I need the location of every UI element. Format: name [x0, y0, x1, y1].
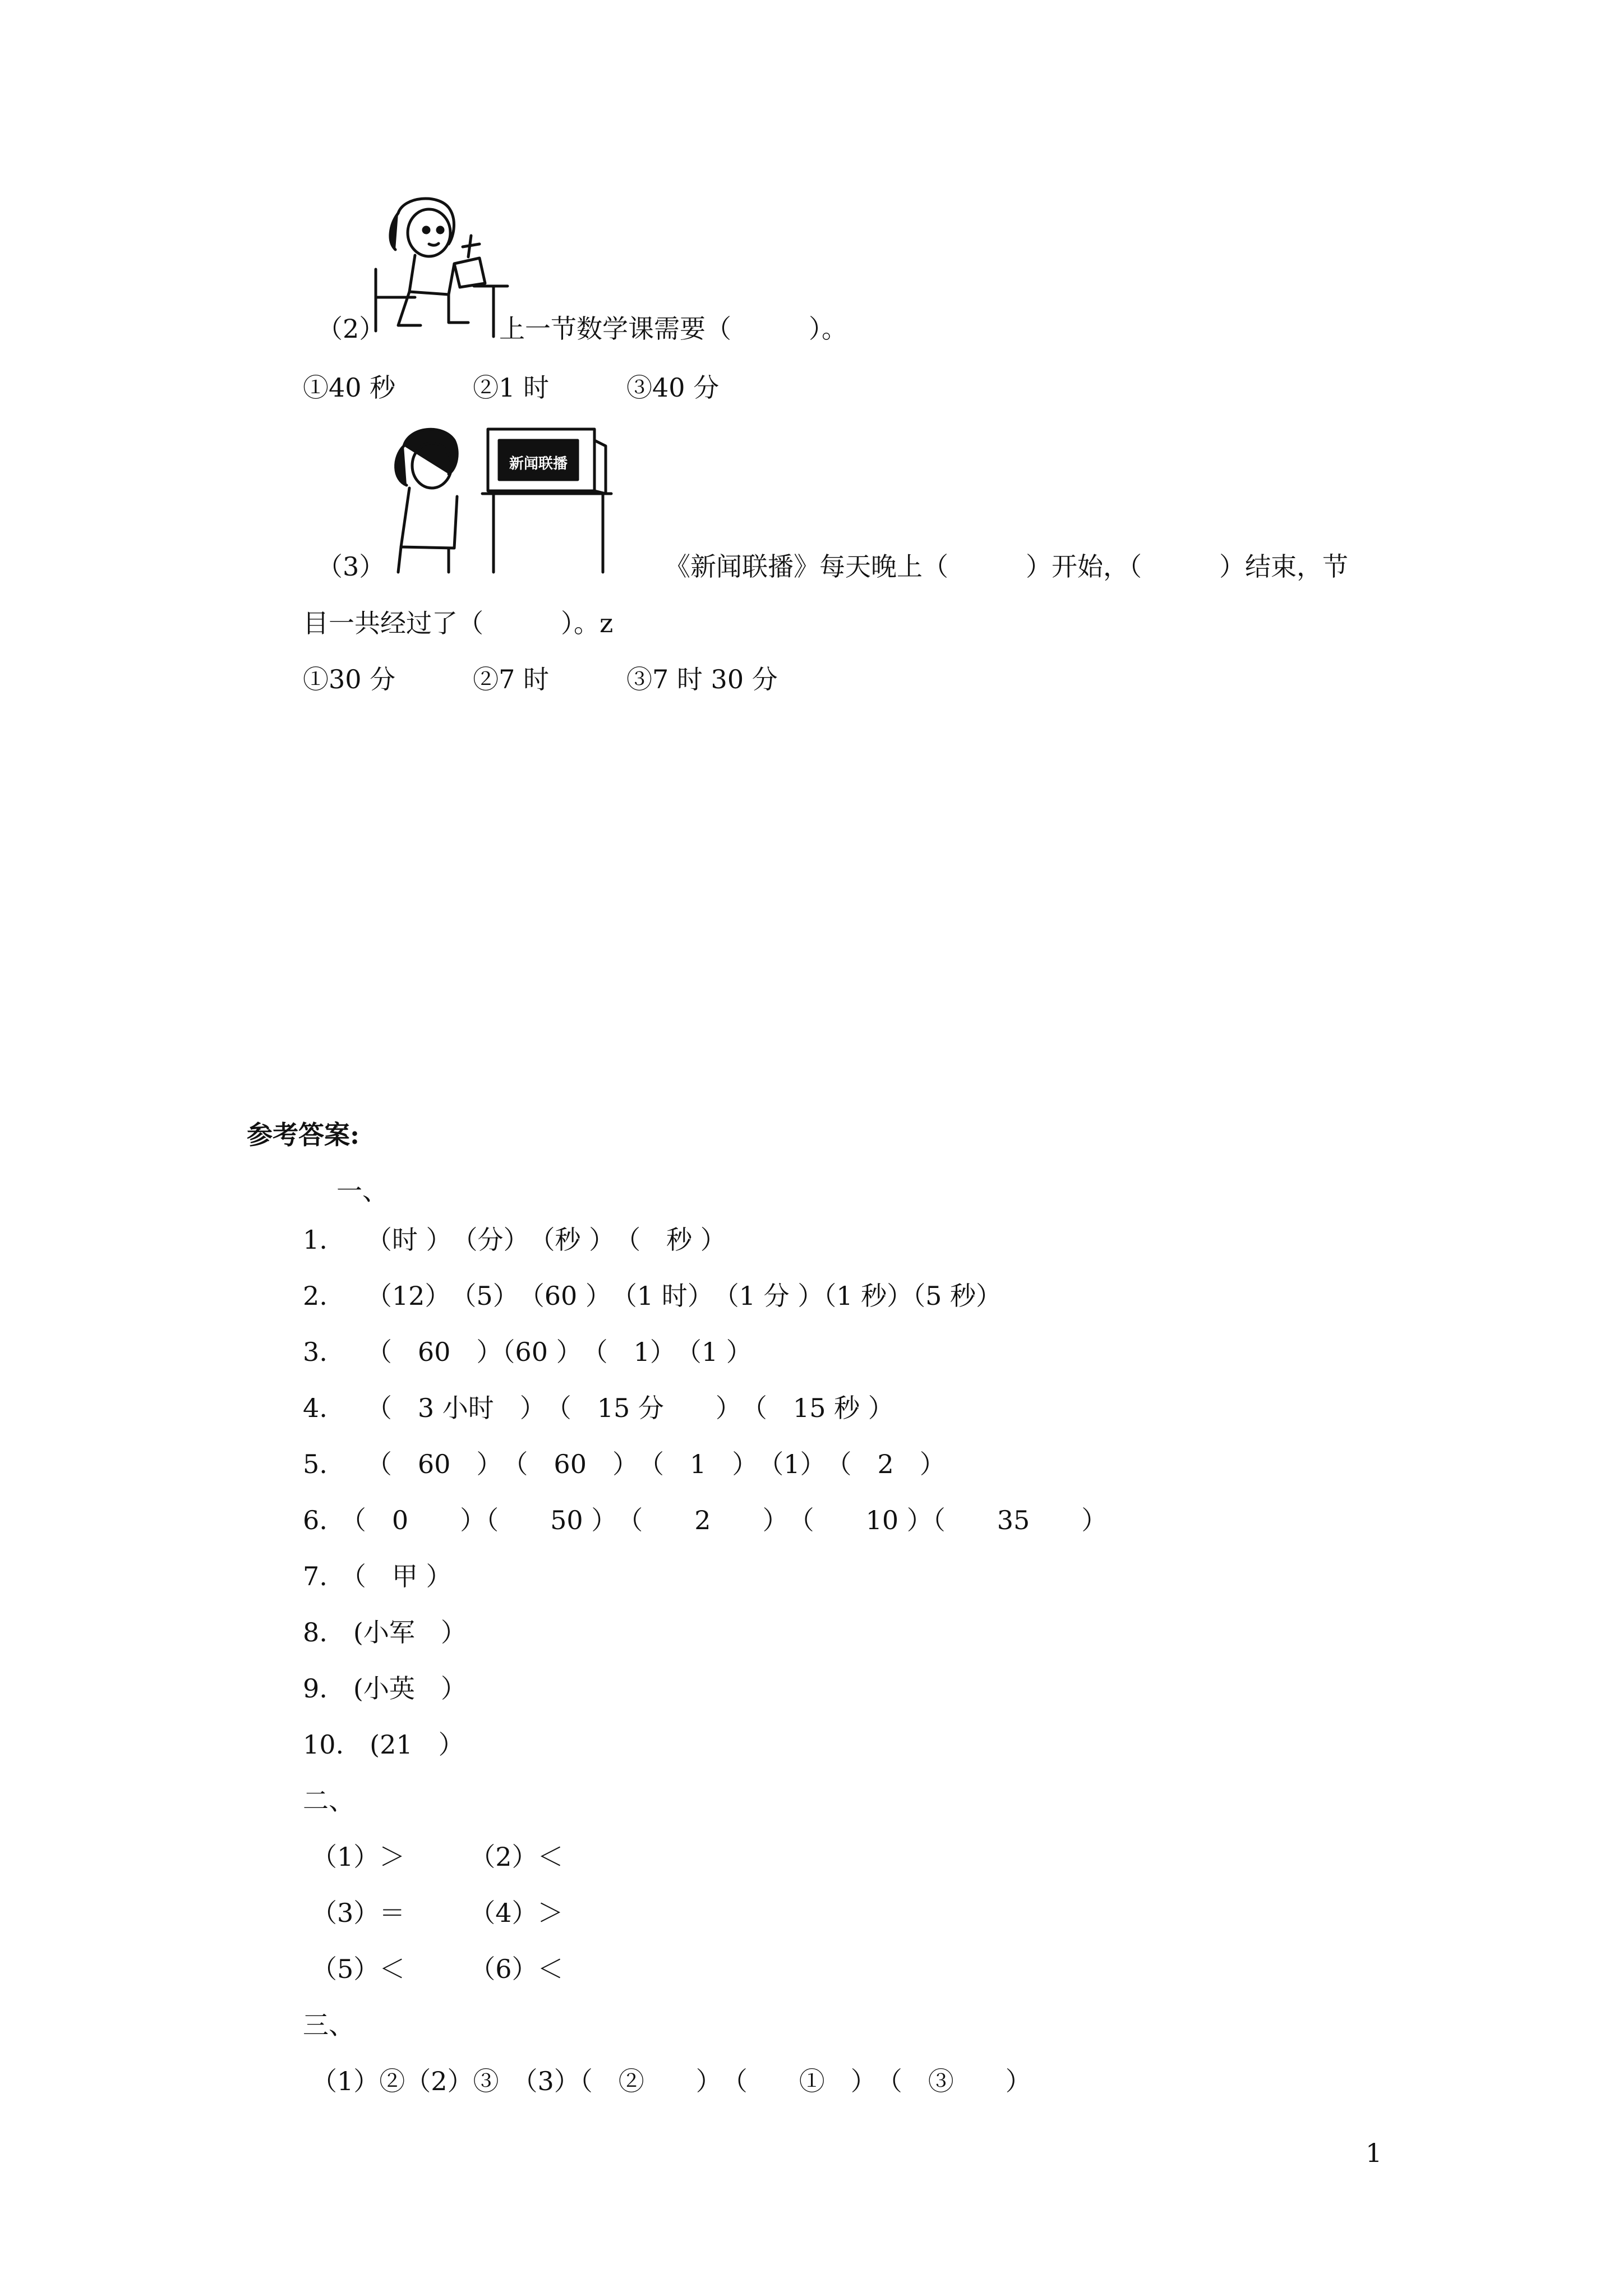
answer-line: （5）＜ （6）＜	[311, 1954, 564, 1984]
page-number: 1	[1366, 2138, 1382, 2168]
girl-reading-illustration	[365, 191, 510, 337]
answer-line: 9. (小英 ）	[303, 1673, 467, 1704]
question-2-label: （2）	[317, 314, 385, 344]
question-2-text: 上一节数学课需要（ ）。	[499, 314, 847, 344]
answer-line: 3. （ 60 ）（60 ） （ 1） （1 ）	[303, 1337, 752, 1367]
answer-line: 6. （ 0 ）（ 50 ） （ 2 ） （ 10 ）（ 35 ）	[303, 1505, 1108, 1535]
answer-line: （1）②（2）③ （3）（ ② ） （ ① ） （ ③ ）	[311, 2066, 1031, 2096]
girl-watching-tv-illustration	[376, 418, 645, 575]
answer-line: 10. (21 ）	[303, 1729, 464, 1760]
question-3-options: ①30 分 ②7 时 ③7 时 30 分	[303, 664, 778, 694]
answer-line: （3）＝ （4）＞	[311, 1898, 564, 1928]
part2-label: 二、	[303, 1786, 354, 1816]
answer-line: 1. （时 ） （分） （秒 ） （ 秒 ）	[303, 1225, 726, 1255]
answers-heading: 参考答案:	[247, 1120, 359, 1150]
question-3-label: （3）	[317, 551, 385, 582]
answer-line: 4. （ 3 小时 ） （ 15 分 ） （ 15 秒 ）	[303, 1393, 894, 1423]
question-2-options: ①40 秒 ②1 时 ③40 分	[303, 372, 720, 403]
part1-label: 一、	[336, 1176, 388, 1206]
tv-screen-text: 新闻联播	[509, 455, 568, 472]
answer-line: （1）＞ （2）＜	[311, 1842, 564, 1872]
answer-line: 5. （ 60 ） （ 60 ） （ 1 ） （1） （ 2 ）	[303, 1449, 946, 1479]
part3-label: 三、	[303, 2010, 354, 2040]
question-3-text: 《新闻联播》每天晚上（ ）开始，（ ）结束，节	[665, 551, 1348, 582]
answer-line: 7. （ 甲 ）	[303, 1561, 452, 1591]
answer-line: 8. (小军 ）	[303, 1617, 467, 1648]
question-3-text-continued: 目一共经过了（ ）。z	[303, 608, 614, 638]
answer-line: 2. （12） （5） （60 ） （1 时） （1 分 ）（1 秒）（5 秒）	[303, 1281, 1002, 1311]
